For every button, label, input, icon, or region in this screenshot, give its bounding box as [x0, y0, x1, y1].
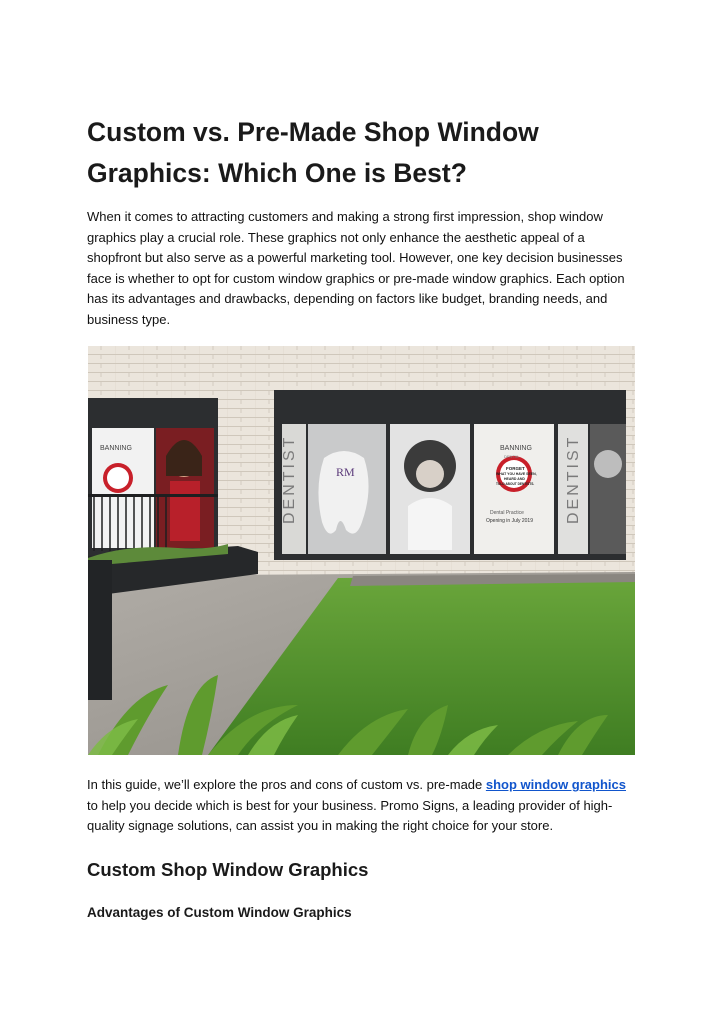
shop-window-graphics-link[interactable]: shop window graphics: [485, 777, 626, 792]
brand-sign-left: BANNING: [100, 445, 132, 452]
guide-paragraph: [87, 775, 635, 837]
opening-line-1: Dental Practice: [490, 510, 524, 516]
opening-line-2: Opening in July 2019: [486, 518, 533, 524]
subsection-heading: Advantages of Custom Window Graphics: [87, 905, 352, 920]
section-heading: Custom Shop Window Graphics: [87, 859, 369, 880]
badge-line-1: FORGET: [506, 466, 525, 471]
brand-sub-sign: DENTAL: [504, 454, 520, 459]
dentist-vertical-sign-right: DENTIST: [565, 434, 582, 524]
logo-mark: RM: [336, 465, 355, 479]
dentist-vertical-sign: DENTIST: [281, 434, 298, 524]
badge-line-4: TOLD ABOUT DENTISTS.: [496, 482, 535, 486]
intro-paragraph: When it comes to attracting customers and making a strong first impression, shop window graphics play a crucial role. These graphics not only enhance the aesthetic appeal of a shopfront but also serve as a powerful marketing tool. However, one key decision businesses face is whether to opt for custom window graphics or pre-made window graphics. Each option has its advantages and drawbacks, depending on factors like budget, branding needs, and business type.: [87, 209, 625, 327]
page-title: Custom vs. Pre-Made Shop Window Graphics: Which One is Best?: [87, 117, 539, 188]
guide-text-before-link: In this guide, we’ll explore the pros and cons of custom vs. pre-made: [87, 777, 486, 792]
guide-text-after-link: to help you decide which is best for your business. Promo Signs, a leading provider of high-quality signage solutions, can assist you in making the right choice for your store.: [87, 797, 613, 834]
brand-sign: BANNING: [500, 445, 532, 452]
badge-line-3: HEARD AND: [504, 477, 525, 481]
shopfront-photo: [88, 346, 635, 755]
badge-line-2: WHAT YOU HAVE SEEN,: [496, 472, 537, 476]
